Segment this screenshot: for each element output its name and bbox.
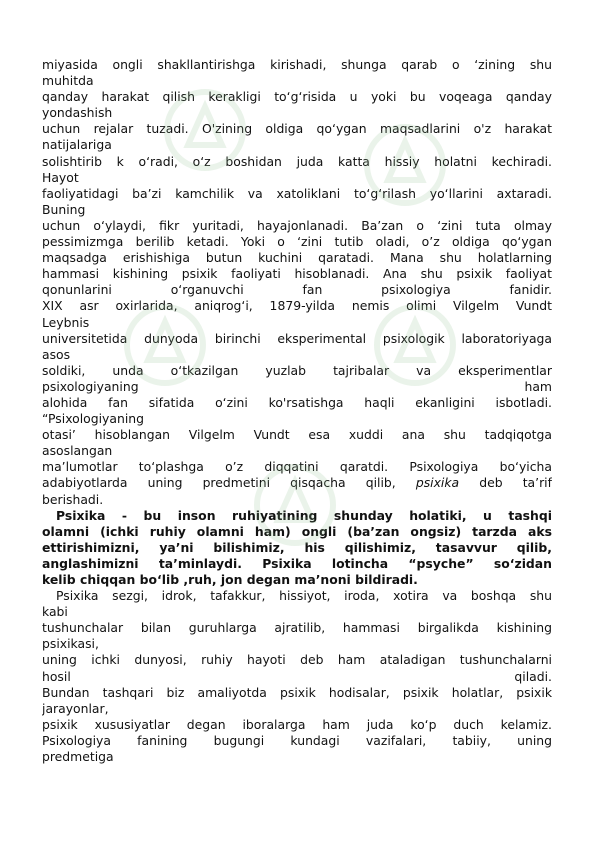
text-line: Psixologiya fanining bugungi kundagi vazifalari, tabiiy, uning xyxy=(42,732,552,748)
text-line: asos xyxy=(42,346,71,362)
text-line: qanday harakat qilish kerakligi to‘g‘risida u yoki bu voqeaga qanday xyxy=(42,89,552,105)
text-line: Psixika sezgi, idrok, tafakkur, hissiyot, iroda, xotira va boshqa shu xyxy=(56,588,552,604)
text-line: maqsadga erishishiga butun kuchini qaratadi. Mana shu holatlarning xyxy=(42,250,552,266)
text-line: miyasida ongli shakllantirishga kirishadi, shunga qarab o ‘zining shu xyxy=(42,57,552,72)
text-line: soldiki, unda o‘tkazilgan yuzlab tajribalar va eksperimentlar xyxy=(42,362,552,378)
text-line: psixologiyaning ham xyxy=(42,378,552,394)
text-line: pessimizmga berilib ketadi. Yoki o ‘zini tutib oladi, o’z oldiga qo‘ygan xyxy=(42,234,552,250)
document-body xyxy=(42,57,552,765)
text-line: Psixika - bu inson ruhiyatining shunday holatiki, u tashqi xyxy=(56,507,552,523)
text-line: olamni (ichki ruhiy olamni ham) ongli (ba’zan ongsiz) tarzda aks xyxy=(42,523,552,539)
text-line: faoliyatidagi ba’zi kamchilik va xatoliklani to‘g‘rilash yo‘llarini axtaradi. xyxy=(42,185,552,201)
text-line: uchun o‘ylaydi, fikr yuritadi, hayajonlanadi. Ba’zan o ‘zini tuta olmay xyxy=(42,217,552,233)
text-line: kelib chiqqan bo‘lib ,ruh, jon degan ma’noni bildiradi. xyxy=(42,572,418,587)
text-line: yondashish xyxy=(42,105,113,121)
text-line: solishtirib k o‘radi, o‘z boshidan juda katta hissiy holatni kechiradi. xyxy=(42,153,552,169)
text-line: hammasi kishining psixik faoliyati hisoblanadi. Ana shu psixik faoliyat xyxy=(42,266,552,282)
text-line: anglashimizni ta’minlaydi. Psixika lotincha “psyche” so‘zidan xyxy=(42,555,552,571)
text-line: berishadi. xyxy=(42,491,104,507)
text-line: predmetiga xyxy=(42,749,114,765)
text-line: XIX asr oxirlarida, aniqrog‘i, 1879-yilda nemis olimi Vilgelm Vundt xyxy=(42,298,552,314)
text-line: asoslangan xyxy=(42,443,113,459)
text-line: qonunlarini o‘rganuvchi fan psixologiya fanidir. xyxy=(42,282,552,298)
text-line: psixik xususiyatlar degan iboralarga ham juda ko‘p duch kelamiz. xyxy=(42,716,552,732)
text-line: hosil qiladi. xyxy=(42,668,552,684)
text-line: ma’lumotlar to‘plashga o’z diqqatini qaratdi. Psixologiya bo‘yicha xyxy=(42,459,552,475)
text-line: muhitda xyxy=(42,73,94,89)
text-line: Buning xyxy=(42,201,86,217)
text-line: Leybnis xyxy=(42,314,90,330)
document-page xyxy=(42,57,552,765)
text-line: otasi’ hisoblangan Vilgelm Vundt esa xuddi ana shu tadqiqotga xyxy=(42,427,552,443)
text-line: Hayot xyxy=(42,169,79,185)
text-line: psixikasi, xyxy=(42,636,99,652)
text-line: universitetida dunyoda birinchi eksperimental psixologik laboratoriyaga xyxy=(42,330,552,346)
text-line: tushunchalar bilan guruhlarga ajratilib, hammasi birgalikda kishining xyxy=(42,620,552,636)
text-line: ettirishimizni, ya’ni bilishimiz, his qilishimiz, tasavvur qilib, xyxy=(42,539,552,555)
text-line: alohida fan sifatida o‘zini ko'rsatishga haqli ekanligini isbotladi. xyxy=(42,394,552,410)
text-line: Bundan tashqari biz amaliyotda psixik hodisalar, psixik holatlar, psixik xyxy=(42,684,552,700)
text-line: adabiyotlarda uning predmetini qisqacha qilib, psixika deb ta’rif xyxy=(42,475,552,491)
text-line: uning ichki dunyosi, ruhiy hayoti deb ham ataladigan tushunchalarni xyxy=(42,652,552,668)
text-line: “Psixologiyaning xyxy=(42,411,144,427)
text-line: jarayonlar, xyxy=(42,700,109,716)
text-line: kabi xyxy=(42,604,68,620)
italic-term: psixika xyxy=(415,475,460,491)
text-line: natijalariga xyxy=(42,137,112,153)
text-line: uchun rejalar tuzadi. O'zining oldiga qo‘ygan maqsadlarini o'z harakat xyxy=(42,121,552,137)
